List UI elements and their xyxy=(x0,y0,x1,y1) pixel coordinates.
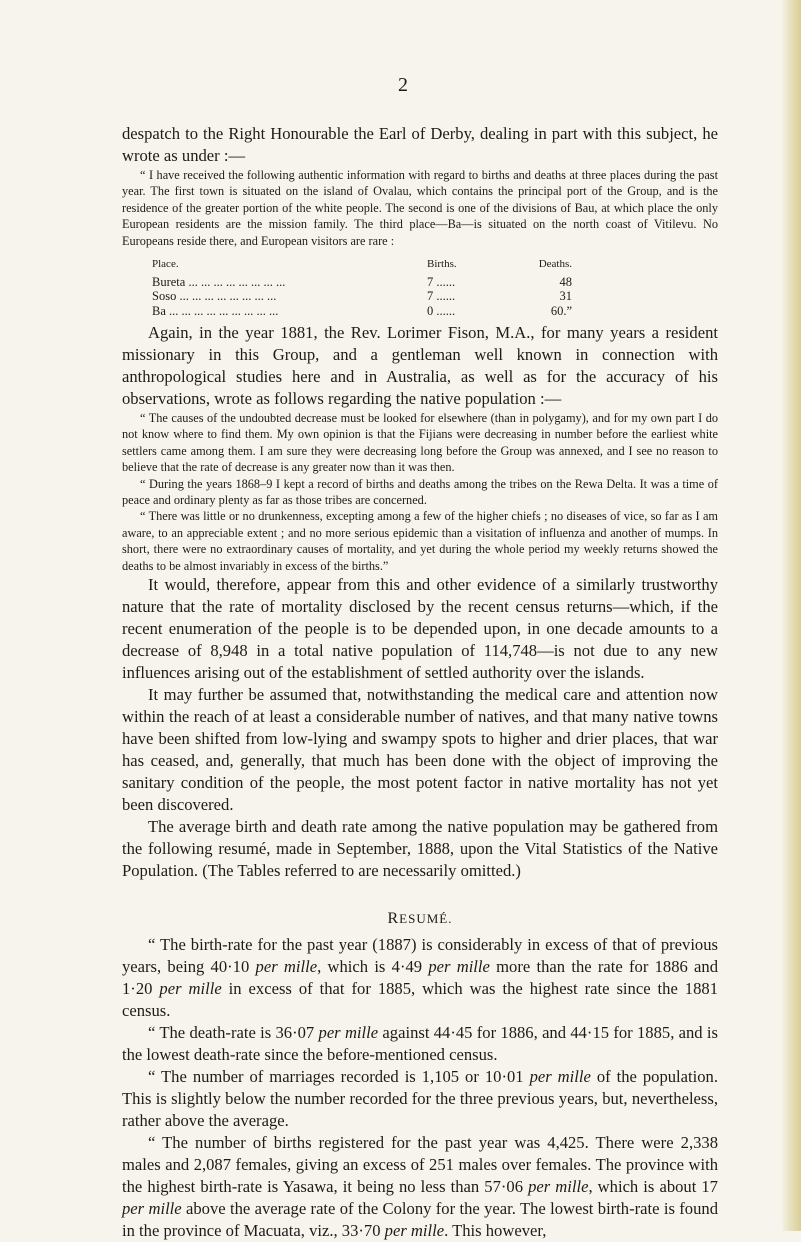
table-cell-place xyxy=(152,275,427,290)
quote-paragraph: “ I have received the following authentic information with regard to births and deaths at three places during the past year. The first town is situated on the island of Ovalau, which contains the principal port of the Group, and is the residence of the greater portion of the white people. The second is one of the divisions of Bau, at which place the only European residents are the mission family. The third place—Ba—is situated on the north coast of Vitilevu. No Europeans reside there, and European visitors are rare : xyxy=(122,168,718,248)
table-cell-births xyxy=(427,289,492,304)
italic-run: per mille xyxy=(255,957,318,977)
heading-rest: ESUMÉ. xyxy=(399,911,453,927)
dot-leader: ... ... ... ... ... ... ... ... xyxy=(188,274,286,289)
text-run: , which is 4·49 xyxy=(317,957,429,977)
dot-leader: ... ... ... ... ... ... ... ... xyxy=(179,289,277,304)
text-run: of the population. This is slightly below the number recorded for the three previous years, but, nevertheless, rather above the average. xyxy=(122,1067,718,1131)
death-rate-paragraph xyxy=(122,1022,718,1066)
text-run: in excess of that for 1885, which was the highest rate since the 1881 census. xyxy=(122,979,718,1021)
text-run: against 44·45 for 1886, and 44·15 for 1885, and is the lowest death-rate since the before-mentioned census. xyxy=(122,1023,718,1065)
dot-leader: ...... xyxy=(436,289,456,304)
text-column xyxy=(122,123,718,1242)
italic-run: per mille xyxy=(159,979,222,999)
place-name: Ba xyxy=(152,303,166,318)
table-cell-births xyxy=(427,275,492,290)
dot-leader: ...... xyxy=(436,274,456,289)
place-name: Bureta xyxy=(152,274,186,289)
quote-paragraph: “ The causes of the undoubted decrease must be looked for elsewhere (than in polygamy), and for my own part I do not know where to find them. My own opinion is that the Fijians were decreasing in number before the earliest white settlers came among them. I am sure they were decreasing long before the Group was annexed, and I see no reason to believe that the rate of decrease is any greater now than it was then. xyxy=(122,411,718,475)
births-registered-paragraph xyxy=(122,1132,718,1242)
page-number: 2 xyxy=(398,74,408,96)
birth-rate-paragraph xyxy=(122,934,718,1022)
dot-leader: ...... xyxy=(436,303,456,318)
text-run: , which is about 17 xyxy=(588,1177,718,1197)
intro-paragraph: despatch to the Right Honourable the Earl of Derby, dealing in part with this subject, he wrote as under :— xyxy=(122,124,718,165)
italic-run: per mille xyxy=(318,1023,379,1043)
text-run: above the average rate of the Colony for the year. The lowest birth-rate is found in the province of Macuata, viz., 33·70 xyxy=(122,1199,718,1241)
table-cell-deaths: 48 xyxy=(559,274,572,289)
table-cell-place xyxy=(152,304,427,319)
births-value: 7 xyxy=(427,289,434,304)
italic-run: per mille xyxy=(384,1221,445,1241)
page-edge-shadow xyxy=(781,0,801,1231)
italic-run: per mille xyxy=(428,957,490,977)
italic-run: per mille xyxy=(528,1177,589,1197)
text-run: “ The number of marriages recorded is 1,105 or 10·01 xyxy=(148,1067,530,1087)
table-header-row xyxy=(152,257,572,275)
marriages-paragraph xyxy=(122,1066,718,1132)
text-run: “ The death-rate is 36·07 xyxy=(148,1023,319,1043)
table-cell-deaths: 60.” xyxy=(550,303,572,318)
italic-run: per mille xyxy=(122,1199,182,1219)
text-run: . This however, xyxy=(444,1221,547,1241)
table-cell-births xyxy=(427,304,492,319)
table-cell-place xyxy=(152,289,427,304)
quote-paragraph: “ There was little or no drunkenness, excepting among a few of the higher chiefs ; no diseases of vice, so far as I am aware, to an appreciable extent ; and no more serious epidemic than a visitation of influenza and another of mumps. In short, there were no extraordinary causes of mortality, and yet during the whole period my weekly returns showed the deaths to be almost invariably in excess of the births.” xyxy=(122,509,718,573)
average-paragraph: The average birth and death rate among the native population may be gathered from the following resumé, made in September, 1888, upon the Vital Statistics of the Native Population. (The Tables referred to are necessarily omitted.) xyxy=(122,817,718,881)
births-value: 7 xyxy=(427,274,434,289)
table-header-births: Births. xyxy=(427,258,457,271)
text-run: “ The birth-rate for the past year (1887) is considerably in excess of that of previous years, being 40·10 xyxy=(122,935,718,977)
resume-heading xyxy=(122,910,718,928)
table-row xyxy=(152,275,572,290)
table-row xyxy=(152,289,572,304)
heading-initial: R xyxy=(387,910,400,928)
table-header-deaths: Deaths. xyxy=(538,258,572,271)
italic-run: per mille xyxy=(529,1067,591,1087)
table-header-place: Place. xyxy=(152,258,179,271)
text-run: “ The number of births registered for the past year was 4,425. There were 2,338 males and 2,087 females, giving an excess of 251 males over females. The province with the highest birth-rate is Yasawa, it being no less than 57·06 xyxy=(122,1133,718,1197)
assumption-paragraph: It may further be assumed that, notwithstanding the medical care and attention now within the reach of at least a considerable number of natives, and that many native towns have been shifted from low-lying and swampy spots to higher and drier places, that war has ceased, and, generally, that much has been done with the object of improving the sanitary condition of the people, the most potent factor in native mortality has not yet been discovered. xyxy=(122,685,718,815)
table-cell-deaths: 31 xyxy=(559,289,572,304)
quote-paragraph: “ During the years 1868–9 I kept a record of births and deaths among the tribes on the Rewa Delta. It was a time of peace and ordinary plenty as far as those tribes are concerned. xyxy=(122,476,718,508)
mortality-paragraph: It would, therefore, appear from this and other evidence of a similarly trustworthy nature that the rate of mortality disclosed by the recent census returns—which, if the recent enumeration of the people is to be depended upon, in one decade amounts to a decrease of 8,948 in a total native population of 114,748—is not due to any new influences arising out of the establishment of settled authority over the islands. xyxy=(122,575,718,683)
table-row xyxy=(152,304,572,319)
dot-leader: ... ... ... ... ... ... ... ... ... xyxy=(169,303,279,318)
births-value: 0 xyxy=(427,303,434,318)
place-name: Soso xyxy=(152,289,177,304)
births-deaths-table xyxy=(152,257,572,318)
fison-paragraph: Again, in the year 1881, the Rev. Lorimer Fison, M.A., for many years a resident missionary in this Group, and a gentleman well known in connection with anthropological studies here and in Australia, as well as for the accuracy of his observations, wrote as follows regarding the native population :— xyxy=(122,323,718,409)
text-run: more than the rate for 1886 and 1·20 xyxy=(122,957,719,999)
